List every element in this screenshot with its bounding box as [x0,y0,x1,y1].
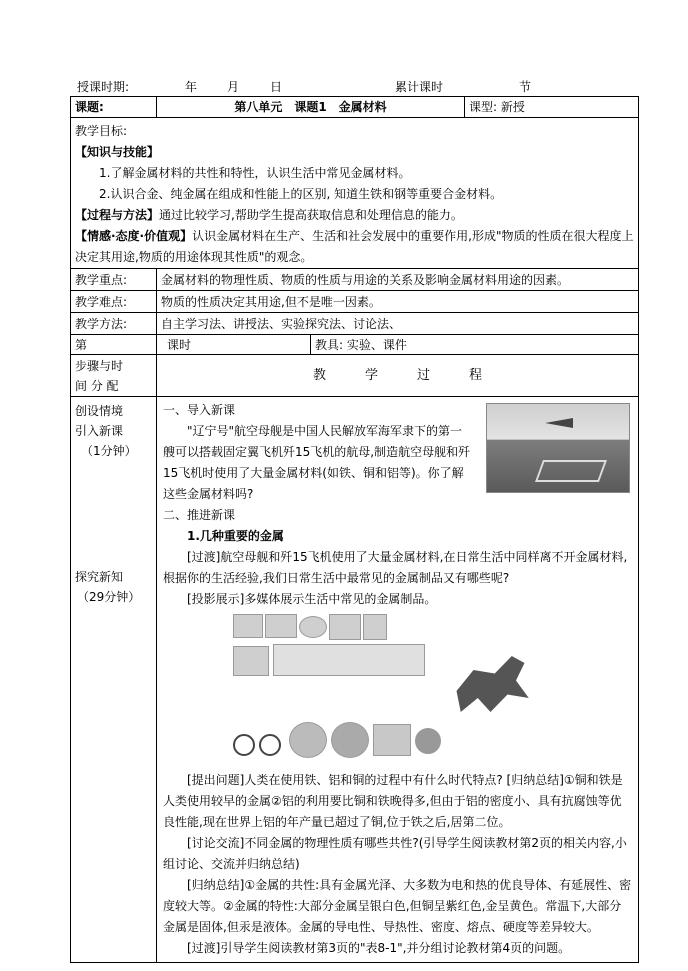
step1-line-a: 创设情境 [75,404,124,418]
section-label: 节 [519,80,532,94]
bronze-horse-image [448,649,533,719]
process-p8: [讨论交流]不同金属的物理性质有哪些共性?(引导学生阅读教材第2页的相关内容,小组讨论、交流并归纳总结) [163,836,627,871]
process-p5: [过渡]航空母舰和歼15飞机使用了大量金属材料,在日常生活中同样离不开金属材料,根据你的生活经验,我们日常生活中最常见的金属制品又有哪些呢? [163,550,628,585]
product-image [331,722,369,758]
steps-header-cell [71,355,157,397]
objectives-row [71,118,639,269]
emotion-tag: 【情感·态度·价值观】 [75,229,193,243]
knowledge-tag: 【知识与技能】 [75,145,160,159]
product-image [233,614,263,638]
process-title: 教 学 过 程 [157,355,639,397]
header-line [77,78,637,94]
method-row [71,313,639,335]
process-objective [75,205,634,226]
aids-cell [311,335,639,355]
jet-icon [545,418,573,428]
day-label: 日 [270,80,283,94]
step1-line-c: （1分钟） [81,444,137,458]
process-p10: [过渡]引导学生阅读教材第3页的"表8-1",并分组讨论教材第4页的问题。 [187,941,571,955]
topic-label: 课题: [71,97,157,118]
difficulty-label: 教学难点: [71,291,157,313]
time-label: 授课时期: [77,80,130,94]
lesson-type-cell [465,97,639,118]
process-tag: 【过程与方法】 [75,208,160,222]
objectives-heading: 教学目标: [75,124,128,138]
difficulty-row [71,291,639,313]
aids-label: 教具: [315,337,344,352]
product-image [265,614,297,638]
lesson-plan-table [70,96,639,963]
process-p9: [归纳总结]①金属的共性:具有金属光泽、大多数为电和热的优良导体、有延展性、密度较大等。②金属的特性:大部分金属呈银白色,但铜呈紫红色,金呈黄色。常温下,大部分金属是固体,但汞是液体。金属的导电性、导热性、密度、熔点、硬度等差异较大。 [163,878,632,934]
period-unit: 课时 [157,335,311,355]
aircraft-carrier-photo [486,403,630,493]
aids-value: 实验、课件 [346,337,407,352]
process-p7: [提出问题]人类在使用铁、铝和铜的过程中有什么时代特点? [归纳总结]①铜和铁是人类使用较早的金属②铝的利用要比铜和铁晚得多,但由于铝的密度小、具有抗腐蚀等优良性能,现在世界上铝的年产量已超过了铜,位于铁之后,居第二位。 [163,773,623,829]
year-label: 年 [185,80,198,94]
product-image [233,646,269,676]
product-image [329,614,361,640]
key-point-text: 金属材料的物理性质、物质的性质与用途的关系及影响金属材料用途的因素。 [157,269,639,291]
steps-header-row [71,355,639,397]
method-text: 自主学习法、讲授法、实验探究法、讨论法、 [157,313,639,335]
step2-line-b: （29分钟） [77,590,141,604]
tools-image [273,644,425,676]
steps-header-line2: 间 分 配 [75,378,119,393]
emotion-objective [75,226,634,268]
month-label: 月 [227,80,240,94]
product-image [415,728,441,754]
deck-marking [535,460,607,482]
period-row [71,335,639,355]
bicycle-image [233,722,281,756]
key-point-row [71,269,639,291]
product-image [289,722,327,758]
lesson-type-value: 新授 [500,100,525,114]
process-p2: "辽宁号"航空母舰是中国人民解放军海军隶下的第一艘可以搭载固定翼飞机歼15飞机的航母,制造航空母舰和歼15飞机时使用了大量金属材料(如铁、铜和铝等)。你了解这些金属材料吗? [163,424,471,501]
lesson-title: 第八单元 课题1 金属材料 [157,97,465,118]
period-di: 第 [71,335,157,355]
objectives-cell [71,118,639,269]
steps-cell [71,397,157,963]
product-image [373,724,411,756]
objective-2: 2.认识合金、纯金属在组成和性能上的区别, 知道生铁和钢等重要合金材料。 [99,187,503,201]
key-point-label: 教学重点: [71,269,157,291]
title-row [71,97,639,118]
process-p4: 1.几种重要的金属 [187,529,284,543]
product-image [363,614,387,640]
method-label: 教学方法: [71,313,157,335]
metal-products-collage [233,614,533,764]
cumulative-label: 累计课时 [395,80,444,94]
product-image [299,616,327,638]
process-p3: 二、推进新课 [163,508,236,522]
lesson-type-label: 课型: [469,100,498,114]
emotion-text: 认识金属材料在生产、生活和社会发展中的重要作用,形成"物质的性质在很大程度上决定其用途,物质的用途体现其性质"的观念。 [75,229,634,264]
step1-line-b: 引入新课 [75,424,124,438]
step2-line-a: 探究新知 [75,570,124,584]
objective-1: 1.了解金属材料的共性和特性，认识生活中常见金属材料。 [99,166,411,180]
difficulty-text: 物质的性质决定其用途,但不是唯一因素。 [157,291,639,313]
process-row [71,397,639,963]
process-p6: [投影展示]多媒体展示生活中常见的金属制品。 [187,592,437,606]
process-text: 通过比较学习,帮助学生提高获取信息和处理信息的能力。 [159,208,463,222]
steps-header-line1: 步骤与时 [75,358,124,373]
process-cell [157,397,639,963]
process-p1: 一、导入新课 [163,403,236,417]
